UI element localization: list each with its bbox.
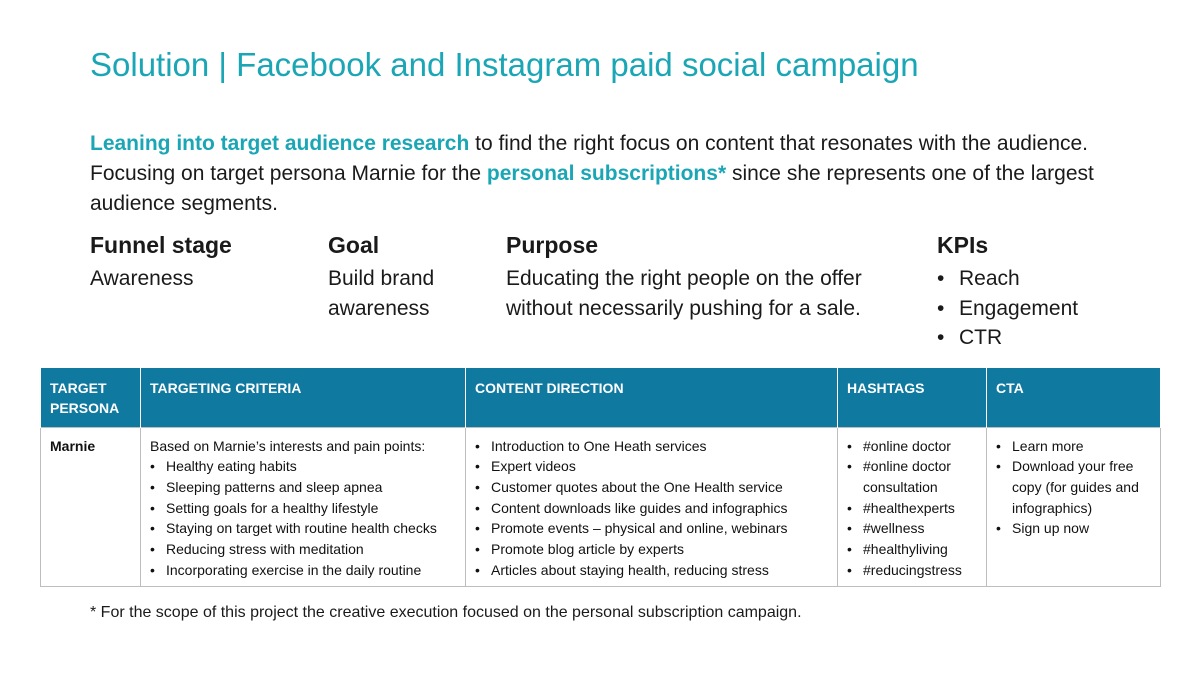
hashtags-list xyxy=(847,436,977,581)
list-item: • Setting goals for a healthy lifestyle xyxy=(150,498,456,519)
footnote: * For the scope of this project the creative execution focused on the personal subscription campaign. xyxy=(90,604,802,621)
purpose-column xyxy=(506,230,916,324)
goal-value: Build brand awareness xyxy=(328,267,435,320)
purpose-heading: Purpose xyxy=(506,232,599,258)
purpose-value: Educating the right people on the offer without necessarily pushing for a sale. xyxy=(506,267,862,320)
list-item: • Learn more xyxy=(996,436,1151,457)
content-list xyxy=(475,436,828,581)
list-item: • #wellness xyxy=(847,518,977,539)
list-item: • #reducingstress xyxy=(847,560,977,581)
header-content-direction: CONTENT DIRECTION xyxy=(466,368,838,427)
kpi-item: • Reach xyxy=(937,264,1157,294)
header-targeting-criteria: TARGETING CRITERIA xyxy=(141,368,466,427)
list-item: • Healthy eating habits xyxy=(150,456,456,477)
kpi-item: • CTR xyxy=(937,323,1157,353)
funnel-stage-column xyxy=(90,230,310,294)
goal-heading: Goal xyxy=(328,232,380,258)
header-target-persona: TARGET PERSONA xyxy=(41,368,141,427)
kpis-column xyxy=(937,230,1157,353)
criteria-list xyxy=(150,456,456,580)
kpis-list xyxy=(937,264,1157,353)
slide-title: Solution | Facebook and Instagram paid social campaign xyxy=(90,46,919,83)
table-row xyxy=(41,427,1161,587)
list-item: • Introduction to One Heath services xyxy=(475,436,828,457)
list-item: • Reducing stress with meditation xyxy=(150,539,456,560)
list-item: • #healthexperts xyxy=(847,498,977,519)
list-item: • Promote events – physical and online, webinars xyxy=(475,518,828,539)
list-item: • Incorporating exercise in the daily routine xyxy=(150,560,456,581)
list-item: • Promote blog article by experts xyxy=(475,539,828,560)
list-item: • Sleeping patterns and sleep apnea xyxy=(150,477,456,498)
list-item: • Sign up now xyxy=(996,518,1151,539)
list-item: • Staying on target with routine health checks xyxy=(150,518,456,539)
persona-cell: Marnie xyxy=(41,427,141,587)
list-item: • Articles about staying health, reducing stress xyxy=(475,560,828,581)
goal-column xyxy=(328,230,488,324)
intro-highlight-research: Leaning into target audience research xyxy=(90,132,470,155)
intro-text-2: since she represents one of the largest audience segments. xyxy=(90,162,1094,215)
campaign-table xyxy=(40,368,1161,587)
header-hashtags: HASHTAGS xyxy=(838,368,987,427)
intro-paragraph xyxy=(90,129,1130,219)
hashtags-cell xyxy=(838,427,987,587)
list-item: • Download your free copy (for guides and infographics) xyxy=(996,456,1151,518)
kpis-heading: KPIs xyxy=(937,232,989,258)
list-item: • #online doctor xyxy=(847,436,977,457)
list-item: • #online doctor consultation xyxy=(847,456,977,497)
list-item: • Customer quotes about the One Health service xyxy=(475,477,828,498)
list-item: • Content downloads like guides and infographics xyxy=(475,498,828,519)
funnel-stage-value: Awareness xyxy=(90,267,194,290)
intro-highlight-subscriptions: personal subscriptions* xyxy=(486,162,727,185)
intro-text-1: to find the right focus on content that resonates with the audience. Focusing on target persona Marnie for the xyxy=(90,132,1089,185)
cta-list xyxy=(996,436,1151,540)
funnel-stage-heading: Funnel stage xyxy=(90,232,232,258)
kpi-item: • Engagement xyxy=(937,294,1157,324)
content-direction-cell xyxy=(466,427,838,587)
cta-cell xyxy=(987,427,1161,587)
list-item: • #healthyliving xyxy=(847,539,977,560)
table-header-row xyxy=(41,368,1161,427)
header-cta: CTA xyxy=(987,368,1161,427)
criteria-intro: Based on Marnie’s interests and pain points: xyxy=(150,437,426,454)
targeting-criteria-cell xyxy=(141,427,466,587)
list-item: • Expert videos xyxy=(475,456,828,477)
